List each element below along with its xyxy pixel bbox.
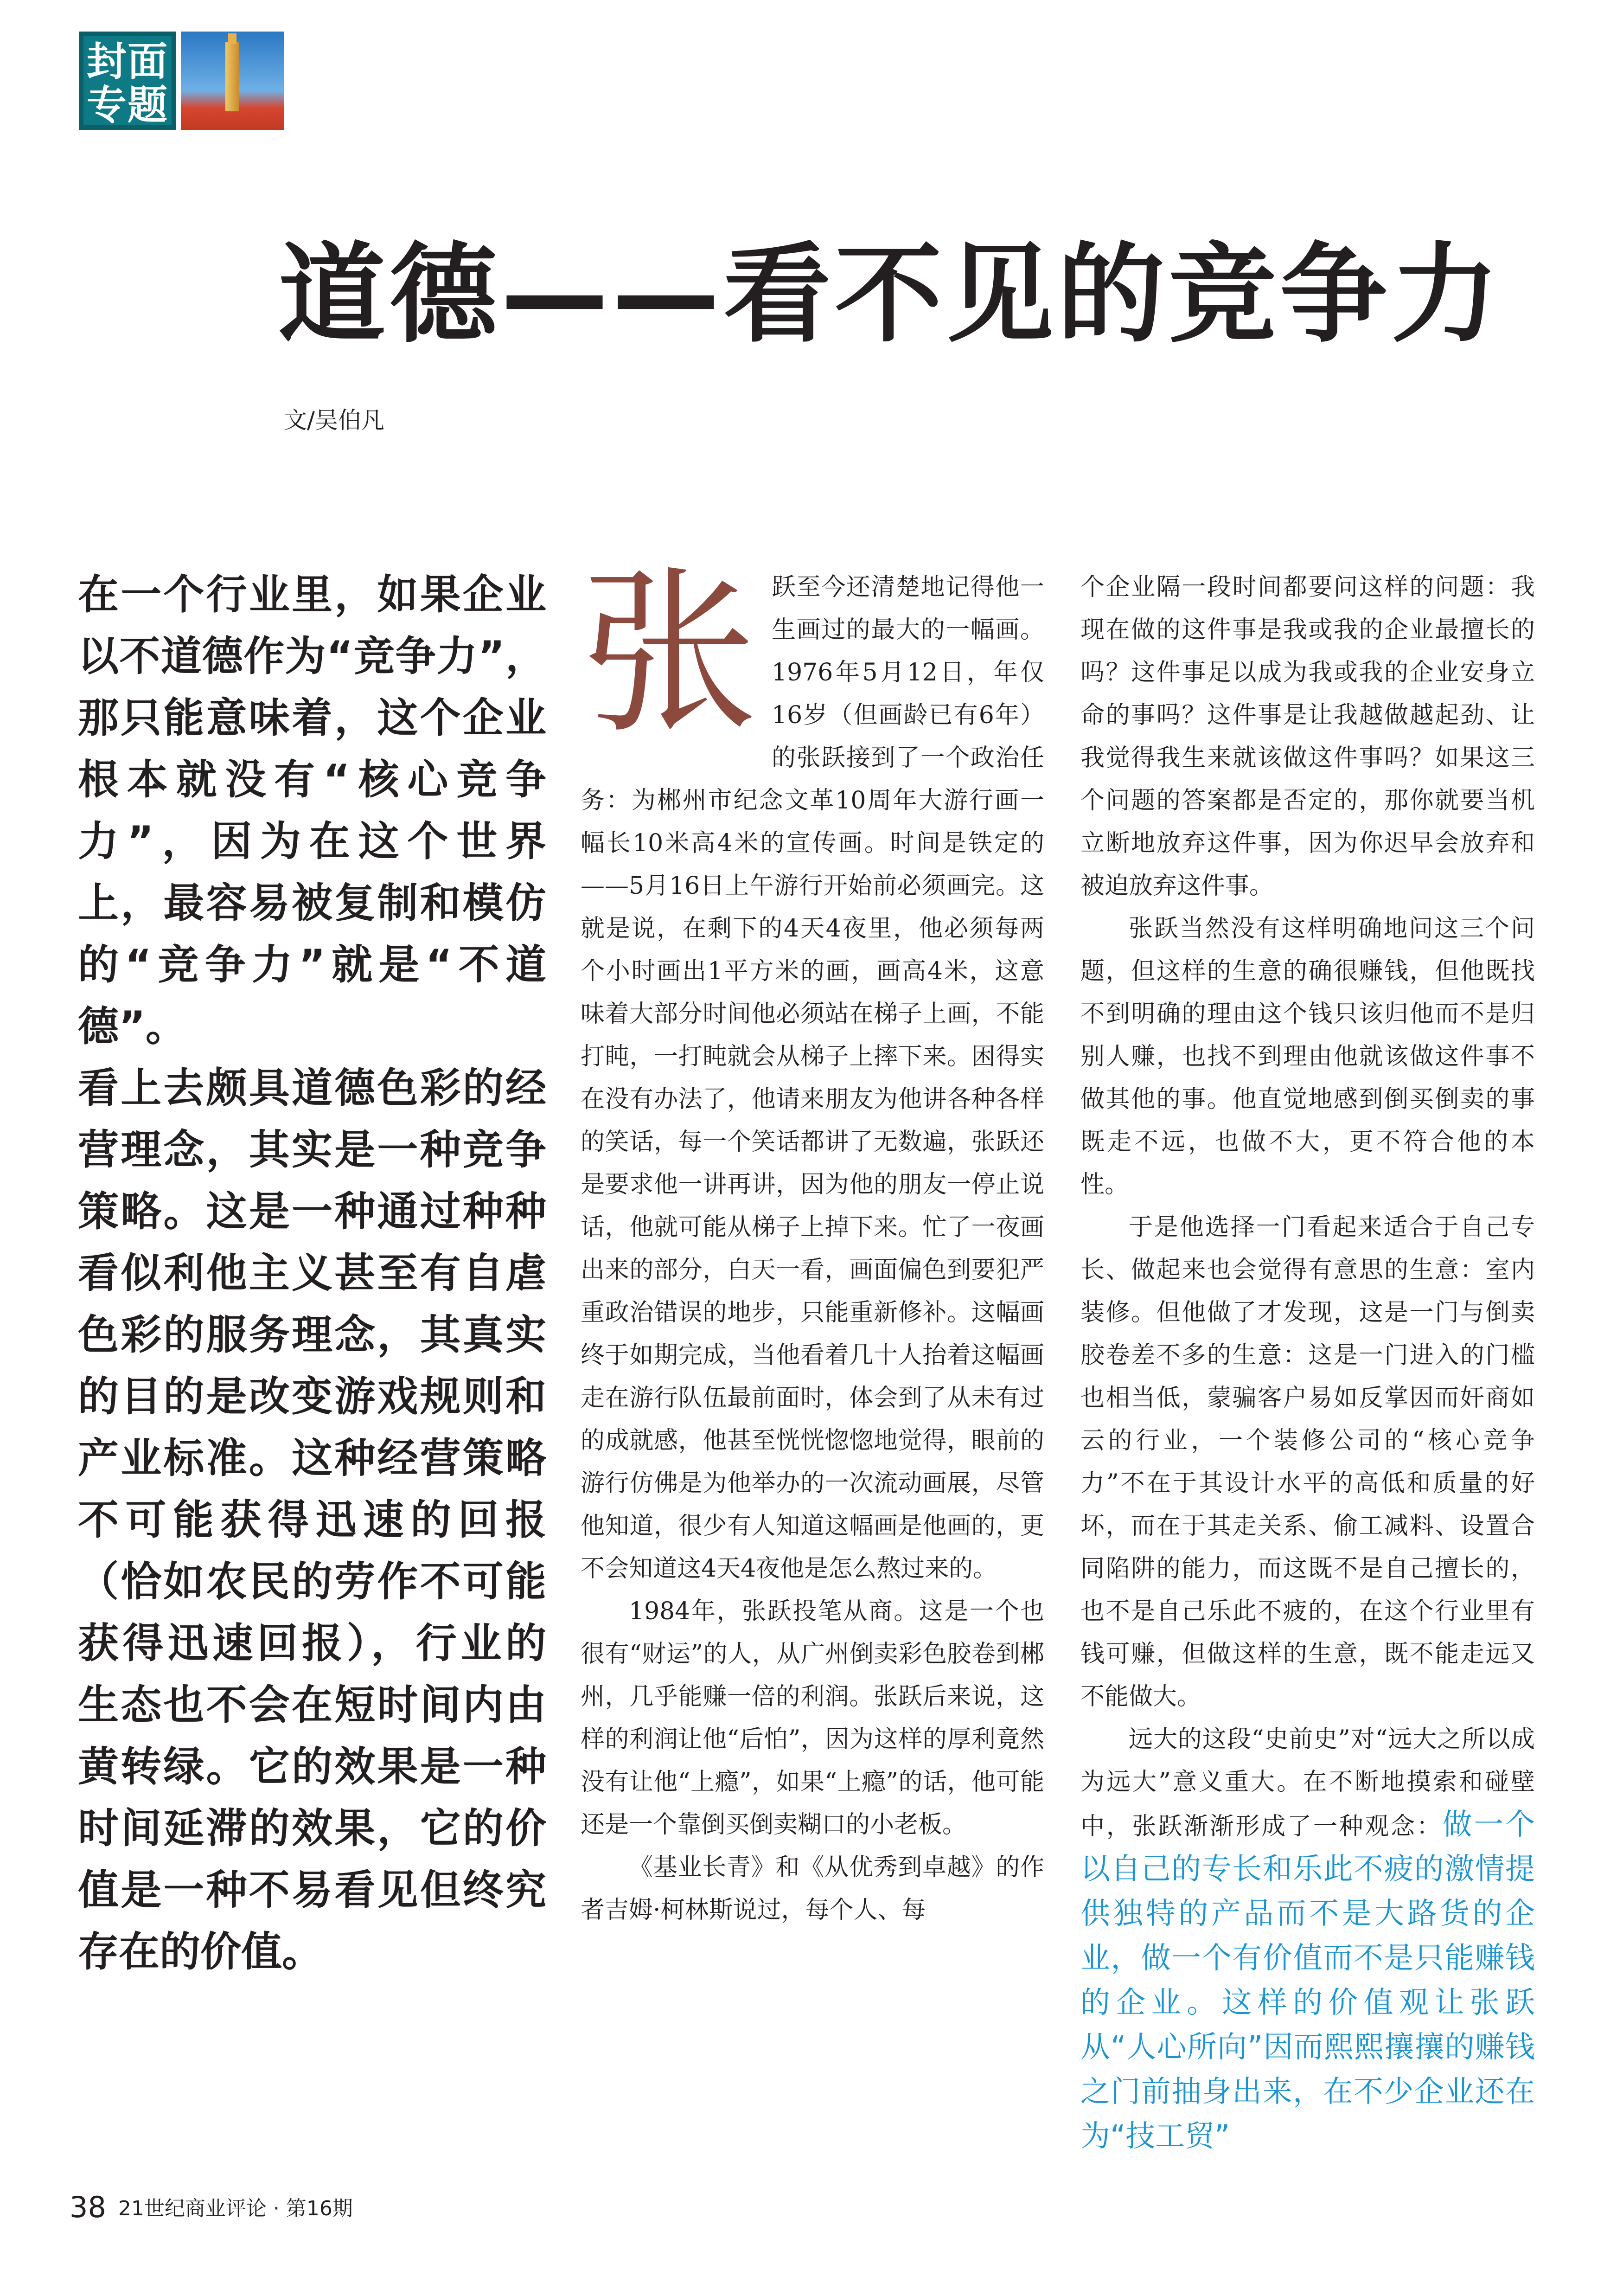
body-column-1 [581,551,1044,1931]
body-column-2 [1080,566,1535,2160]
body-paragraph: 《基业长青》和《从优秀到卓越》的作者吉姆·柯林斯说过，每个人、每 [581,1853,1044,1924]
byline: 文/吴伯凡 [284,407,384,434]
dropcap: 张 [581,551,758,757]
body-paragraph: 1984年，张跃投笔从商。这是一个也很有“财运”的人，从广州倒卖彩色胶卷到郴州，几乎能赚一倍的利润。张跃后来说，这样的利润让他“后怕”，因为这样的厚利竟然没有让他“上瘾”，如果“上瘾”的话，他可能还是一个靠倒买倒卖糊口的小老板。 [581,1597,1044,1839]
body-text: 远大的这段“史前史”对“远大之所以成为远大”意义重大。在不断地摸索和碰壁中，张跃渐渐形成了一种观念： [1080,1725,1535,1841]
body-paragraph [581,551,1044,1590]
highlight-text: 做一个以自己的专长和乐此不疲的激情提供独特的产品而不是大路货的企业，做一个有价值而不是只能赚钱的企业。这样的价值观让张跃从“人心所向”因而熙熙攘攘的赚钱之门前抽身出来，在不少企业还在为“技工贸” [1080,1808,1535,2154]
section-badge-line2: 专题 [87,82,168,128]
intro-paragraph: 看上去颇具道德色彩的经营理念，其实是一种竞争策略。这是一种通过种种看似利他主义甚至有自虐色彩的服务理念，其真实的目的是改变游戏规则和产业标准。这种经营策略不可能获得迅速的回报（恰如农民的劳作不可能获得迅速回报），行业的生态也不会在短时间内由黄转绿。它的效果是一种时间延滞的效果，它的价值是一种不易看见但终究存在的价值。 [78,1064,546,1975]
intro-column [78,564,546,1982]
body-text: 跃至今还清楚地记得他一生画过的最大的一幅画。1976年5月12日，年仅16岁（但画龄已有6年）的张跃接到了一个政治任务：为郴州市纪念文革10周年大游行画一幅长10米高4米的宣传画。时间是铁定的——5月16日上午游行开始前必须画完。这就是说，在剩下的4天4夜里，他必须每两个小时画出1平方米的画，画高4米，这意味着大部分时间他必须站在梯子上画，不能打盹，一打盹就会从梯子上摔下来。困得实在没有办法了，他请来朋友为他讲各种各样的笑话，每一个笑话都讲了无数遍，张跃还是要求他一讲再讲，因为他的朋友一停止说话，他就可能从梯子上掉下来。忙了一夜画出来的部分，白天一看，画面偏色到要犯严重政治错误的地步，只能重新修补。这幅画终于如期完成，当他看着几十人抬着这幅画走在游行队伍最前面时，体会到了从未有过的成就感，他甚至恍恍惚惚地觉得，眼前的游行仿佛是为他举办的一次流动画展，尽管他知道，很少有人知道这幅画是他画的，更不会知道这4天4夜他是怎么熬过来的。 [581,573,1044,1583]
body-paragraph: 个企业隔一段时间都要问这样的问题：我现在做的这件事是我或我的企业最擅长的吗？这件事足以成为我或我的企业安身立命的事吗？这件事是让我越做越起劲、让我觉得我生来就该做这件事吗？如果这三个问题的答案都是否定的，那你就要当机立断地放弃这件事，因为你迟早会放弃和被迫放弃这件事。 [1080,573,1535,900]
body-paragraph [1080,1718,1535,2160]
body-paragraph: 于是他选择一门看起来适合于自己专长、做起来也会觉得有意思的生意：室内装修。但他做了才发现，这是一门与倒卖胶卷差不多的生意：这是一门进入的门槛也相当低，蒙骗客户易如反掌因而奸商如云的行业，一个装修公司的“核心竞争力”不在于其设计水平的高低和质量的好坏，而在于其走关系、偷工减料、设置合同陷阱的能力，而这既不是自己擅长的，也不是自己乐此不疲的，在这个行业里有钱可赚，但做这样的生意，既不能走远又不能做大。 [1080,1213,1535,1711]
tower-image [225,42,239,111]
publication-name: 21世纪商业评论 · 第16期 [118,2197,353,2220]
section-photo [181,32,284,130]
article-title: 道德——看不见的竞争力 [278,232,1503,357]
body-paragraph: 张跃当然没有这样明确地问这三个问题，但这样的生意的确很赚钱，但他既找不到明确的理由这个钱只该归他而不是归别人赚，也找不到理由他就该做这件事不做其他的事。他直觉地感到倒买倒卖的事既走不远，也做不大，更不符合他的本性。 [1080,915,1535,1199]
section-badge [79,32,176,130]
section-badge-line1: 封面 [87,38,168,85]
intro-paragraph: 在一个行业里，如果企业以不道德作为“竞争力”，那只能意味着，这个企业根本就没有“核心竞争力”，因为在这个世界上，最容易被复制和模仿的“竞争力”就是“不道德”。 [78,571,546,1050]
page-footer [70,2190,353,2224]
page-number: 38 [70,2190,106,2224]
